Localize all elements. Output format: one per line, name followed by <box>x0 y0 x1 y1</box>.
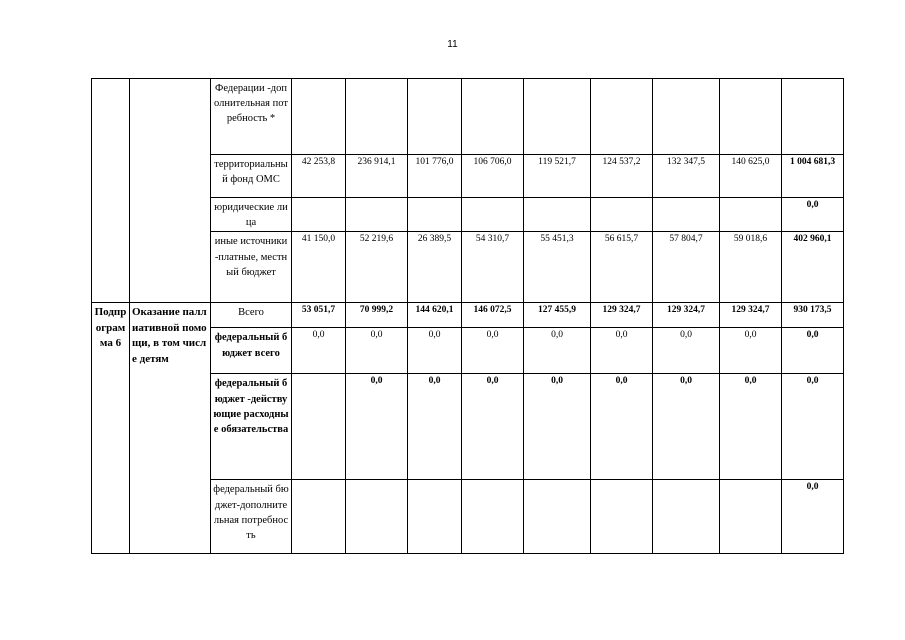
value-cell <box>591 79 653 155</box>
value-cell: 402 960,1 <box>782 232 844 303</box>
value-cell: 26 389,5 <box>408 232 462 303</box>
page-number: 11 <box>447 39 458 50</box>
value-cell <box>292 374 346 480</box>
value-cell <box>346 198 408 232</box>
value-cell: 0,0 <box>720 328 782 374</box>
value-cell: 101 776,0 <box>408 155 462 198</box>
value-cell <box>524 198 591 232</box>
value-cell: 56 615,7 <box>591 232 653 303</box>
table-row <box>92 303 844 328</box>
subprogram-code: Подпрограмма 6 <box>92 303 130 554</box>
value-cell: 59 018,6 <box>720 232 782 303</box>
value-cell <box>653 79 720 155</box>
value-cell: 106 706,0 <box>462 155 524 198</box>
value-cell <box>591 198 653 232</box>
value-cell <box>346 480 408 554</box>
value-cell <box>408 480 462 554</box>
value-cell: 930 173,5 <box>782 303 844 328</box>
funding-source-cell: федеральный бюджет-дополнительная потребность <box>211 480 292 554</box>
value-cell: 132 347,5 <box>653 155 720 198</box>
budget-table <box>91 78 844 554</box>
value-cell <box>591 480 653 554</box>
value-cell <box>653 480 720 554</box>
value-cell: 0,0 <box>591 328 653 374</box>
value-cell: 0,0 <box>782 480 844 554</box>
funding-source-cell: Федерации -дополнительная потребность * <box>211 79 292 155</box>
value-cell: 0,0 <box>653 328 720 374</box>
value-cell: 41 150,0 <box>292 232 346 303</box>
value-cell: 54 310,7 <box>462 232 524 303</box>
funding-source-cell: юридические лица <box>211 198 292 232</box>
value-cell: 0,0 <box>346 328 408 374</box>
value-cell: 0,0 <box>408 374 462 480</box>
value-cell <box>346 79 408 155</box>
value-cell: 129 324,7 <box>591 303 653 328</box>
funding-source-cell: территориальный фонд ОМС <box>211 155 292 198</box>
value-cell <box>462 198 524 232</box>
value-cell: 0,0 <box>462 374 524 480</box>
value-cell: 0,0 <box>782 328 844 374</box>
funding-source-cell: иные источники -платные, местный бюджет <box>211 232 292 303</box>
value-cell: 70 999,2 <box>346 303 408 328</box>
value-cell: 127 455,9 <box>524 303 591 328</box>
funding-source-cell: федеральный бюджет -действующие расходные обязательства <box>211 374 292 480</box>
value-cell: 0,0 <box>653 374 720 480</box>
value-cell <box>292 198 346 232</box>
value-cell: 0,0 <box>292 328 346 374</box>
value-cell: 236 914,1 <box>346 155 408 198</box>
value-cell: 144 620,1 <box>408 303 462 328</box>
table-row <box>92 79 844 155</box>
value-cell: 119 521,7 <box>524 155 591 198</box>
value-cell <box>408 198 462 232</box>
table-body <box>92 79 844 554</box>
value-cell <box>524 480 591 554</box>
value-cell: 129 324,7 <box>653 303 720 328</box>
value-cell: 0,0 <box>782 198 844 232</box>
value-cell: 129 324,7 <box>720 303 782 328</box>
value-cell: 140 625,0 <box>720 155 782 198</box>
value-cell <box>408 79 462 155</box>
value-cell: 0,0 <box>408 328 462 374</box>
value-cell <box>462 480 524 554</box>
value-cell: 52 219,6 <box>346 232 408 303</box>
value-cell: 1 004 681,3 <box>782 155 844 198</box>
value-cell <box>292 79 346 155</box>
value-cell: 55 451,3 <box>524 232 591 303</box>
value-cell <box>292 480 346 554</box>
value-cell: 0,0 <box>524 374 591 480</box>
value-cell: 0,0 <box>591 374 653 480</box>
value-cell: 0,0 <box>462 328 524 374</box>
subprogram-name: Оказание паллиативной помощи, в том числе детям <box>130 303 211 554</box>
funding-source-cell: федеральный бюджет всего <box>211 328 292 374</box>
code-cell-empty <box>92 79 130 303</box>
value-cell <box>720 79 782 155</box>
value-cell: 57 804,7 <box>653 232 720 303</box>
funding-source-cell: Всего <box>211 303 292 328</box>
value-cell <box>720 480 782 554</box>
value-cell <box>524 79 591 155</box>
value-cell: 124 537,2 <box>591 155 653 198</box>
value-cell <box>782 79 844 155</box>
name-cell-empty <box>130 79 211 303</box>
value-cell <box>462 79 524 155</box>
value-cell: 53 051,7 <box>292 303 346 328</box>
value-cell <box>720 198 782 232</box>
value-cell <box>653 198 720 232</box>
value-cell: 0,0 <box>720 374 782 480</box>
value-cell: 0,0 <box>524 328 591 374</box>
value-cell: 146 072,5 <box>462 303 524 328</box>
value-cell: 42 253,8 <box>292 155 346 198</box>
value-cell: 0,0 <box>346 374 408 480</box>
value-cell: 0,0 <box>782 374 844 480</box>
